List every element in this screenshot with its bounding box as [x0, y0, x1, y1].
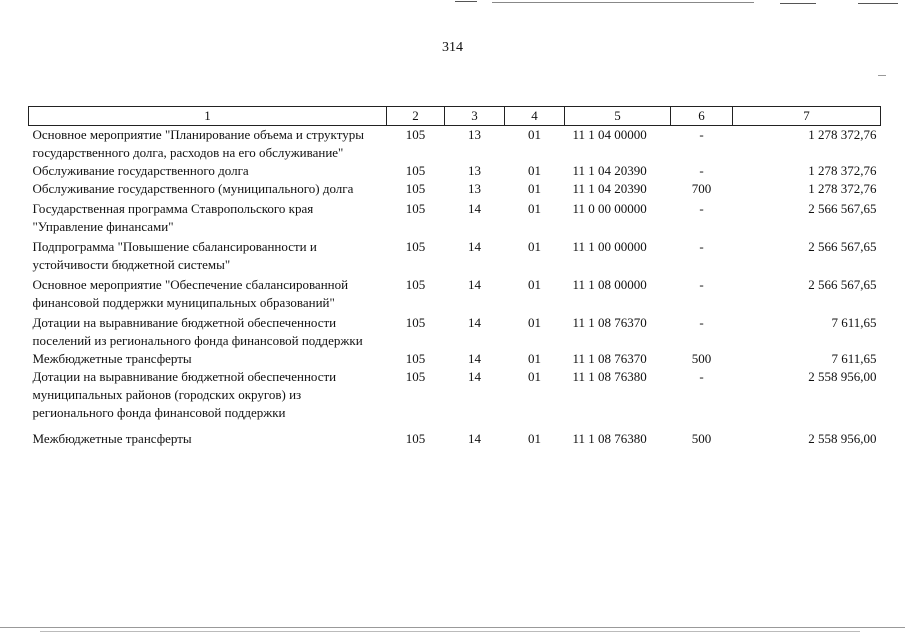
row-code-6: 500 — [691, 351, 712, 366]
row-code-6: - — [699, 239, 704, 254]
row-name: Обслуживание государственного (муниципального) долга — [32, 181, 354, 196]
row-name: Основное мероприятие "Планирование объема и структуры государственного долга, расходов на его обслуживание" — [32, 127, 364, 160]
table-row — [29, 180, 881, 200]
row-code-3: 14 — [468, 201, 481, 216]
row-code-4: 01 — [528, 277, 541, 292]
row-name: Основное мероприятие "Обеспечение сбалансированной финансовой поддержки муниципальных образований" — [32, 277, 349, 310]
row-code-2: 105 — [405, 369, 426, 384]
row-name: Дотации на выравнивание бюджетной обеспеченности поселений из регионального фонда финансовой поддержки — [32, 315, 363, 348]
row-code-6: - — [699, 201, 704, 216]
table-row — [29, 200, 881, 238]
header-col-4: 4 — [505, 107, 565, 126]
row-amount: 2 558 956,00 — [808, 431, 877, 446]
scan-artifact-top-2 — [492, 2, 754, 3]
row-code-2: 105 — [405, 315, 426, 330]
row-code-5: 11 1 04 20390 — [572, 181, 647, 196]
row-code-6: 500 — [691, 431, 712, 446]
row-code-3: 14 — [468, 239, 481, 254]
row-code-3: 14 — [468, 369, 481, 384]
row-code-5: 11 1 00 00000 — [572, 239, 647, 254]
row-name: Межбюджетные трансферты — [32, 431, 192, 446]
row-code-5: 11 1 04 20390 — [572, 163, 647, 178]
row-name: Дотации на выравнивание бюджетной обеспеченности муниципальных районов (городских округов) из регионального фонда финансовой поддержки — [32, 369, 337, 420]
table-row — [29, 162, 881, 180]
row-code-4: 01 — [528, 163, 541, 178]
row-code-6: - — [699, 369, 704, 384]
table-row — [29, 238, 881, 276]
budget-table — [28, 106, 881, 448]
table-row — [29, 126, 881, 163]
row-amount: 7 611,65 — [831, 315, 877, 330]
table-row — [29, 368, 881, 430]
row-code-6: - — [699, 315, 704, 330]
row-amount: 1 278 372,76 — [808, 127, 877, 142]
row-code-6: - — [699, 163, 704, 178]
row-code-3: 14 — [468, 277, 481, 292]
row-name: Государственная программа Ставропольского края "Управление финансами" — [32, 201, 314, 234]
row-code-3: 14 — [468, 351, 481, 366]
row-name: Подпрограмма "Повышение сбалансированности и устойчивости бюджетной системы" — [32, 239, 317, 272]
scan-artifact-top-1 — [455, 1, 477, 2]
row-code-5: 11 1 08 76380 — [572, 431, 647, 446]
scan-artifact-top-4 — [858, 3, 898, 4]
row-amount: 1 278 372,76 — [808, 181, 877, 196]
row-code-4: 01 — [528, 351, 541, 366]
scan-artifact-bottom-2 — [40, 631, 860, 632]
header-col-5: 5 — [565, 107, 671, 126]
row-code-2: 105 — [405, 201, 426, 216]
row-code-5: 11 1 08 76370 — [572, 351, 647, 366]
row-code-5: 11 0 00 00000 — [572, 201, 647, 216]
row-amount: 2 566 567,65 — [808, 239, 877, 254]
row-code-5: 11 1 08 76380 — [572, 369, 647, 384]
table-row — [29, 430, 881, 448]
row-code-4: 01 — [528, 127, 541, 142]
row-code-6: - — [699, 127, 704, 142]
row-amount: 2 558 956,00 — [808, 369, 877, 384]
row-code-2: 105 — [405, 239, 426, 254]
row-code-5: 11 1 08 76370 — [572, 315, 647, 330]
row-code-2: 105 — [405, 181, 426, 196]
table-row — [29, 314, 881, 350]
scan-artifact-top-3 — [780, 3, 816, 4]
row-code-4: 01 — [528, 369, 541, 384]
scan-artifact-mark — [878, 75, 886, 76]
row-amount: 2 566 567,65 — [808, 277, 877, 292]
table-header-row — [29, 107, 881, 126]
row-code-4: 01 — [528, 239, 541, 254]
header-col-3: 3 — [445, 107, 505, 126]
row-amount: 1 278 372,76 — [808, 163, 877, 178]
header-col-2: 2 — [387, 107, 445, 126]
row-code-2: 105 — [405, 127, 426, 142]
table-row — [29, 350, 881, 368]
header-col-6: 6 — [671, 107, 733, 126]
row-code-4: 01 — [528, 201, 541, 216]
row-code-2: 105 — [405, 277, 426, 292]
row-code-6: - — [699, 277, 704, 292]
row-code-5: 11 1 04 00000 — [572, 127, 647, 142]
row-code-6: 700 — [691, 181, 712, 196]
row-code-3: 14 — [468, 431, 481, 446]
row-code-3: 13 — [468, 163, 481, 178]
page-number: 314 — [442, 40, 463, 55]
row-name: Межбюджетные трансферты — [32, 351, 192, 366]
row-code-3: 13 — [468, 181, 481, 196]
row-amount: 2 566 567,65 — [808, 201, 877, 216]
table-row — [29, 276, 881, 314]
scan-artifact-bottom-1 — [0, 627, 905, 628]
row-code-4: 01 — [528, 315, 541, 330]
row-code-4: 01 — [528, 181, 541, 196]
row-code-2: 105 — [405, 163, 426, 178]
row-code-3: 13 — [468, 127, 481, 142]
row-code-2: 105 — [405, 351, 426, 366]
header-col-7: 7 — [733, 107, 881, 126]
row-code-3: 14 — [468, 315, 481, 330]
row-code-4: 01 — [528, 431, 541, 446]
row-amount: 7 611,65 — [831, 351, 877, 366]
row-name: Обслуживание государственного долга — [32, 163, 249, 178]
row-code-2: 105 — [405, 431, 426, 446]
row-code-5: 11 1 08 00000 — [572, 277, 647, 292]
header-col-1: 1 — [29, 107, 387, 126]
